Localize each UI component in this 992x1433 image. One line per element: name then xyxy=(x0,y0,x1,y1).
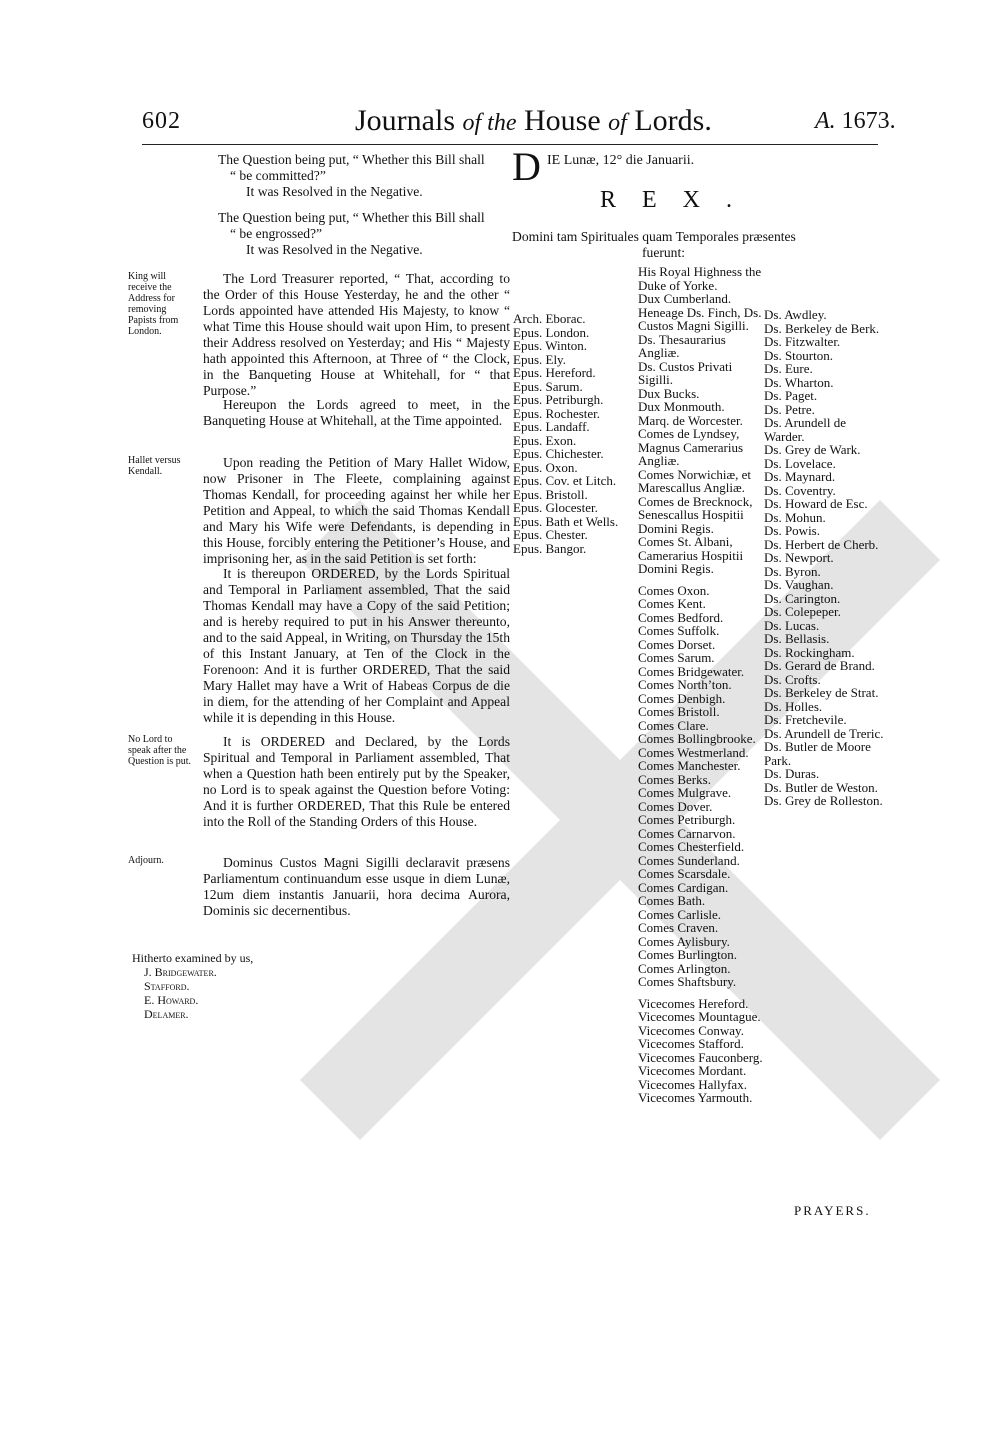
title-of-the: of the xyxy=(462,110,517,136)
earl-entry: Comes Suffolk. xyxy=(638,623,720,638)
viscount-entry: Vicecomes Hereford. xyxy=(638,995,749,1011)
bishop-entry: Epus. Bangor. xyxy=(513,540,587,556)
earl-entry: Comes Dorset. xyxy=(638,636,716,652)
baron-entry: Ds. Carington. xyxy=(764,590,841,606)
baron-entry: Ds. Holles. xyxy=(764,698,823,714)
baron-entry: Ds. Arundell de Warder. xyxy=(764,415,846,444)
earl-entry: Comes Shaftsbury. xyxy=(638,974,737,989)
paragraph-text: It is thereupon ORDERED, by the Lords Spiritual and Temporal in Parliament assembled, That the said Thomas Kendall may have a Copy of the said Petition; and is hereby required to put in his Answer thereunto, and to the said Appeal, in Writing, on Thursday the 15th of this Instant January, at Ten of the Clock in the Forenoon: And it is further ORDERED, That the said Mary Hallet may have a Writ of Habeas Corpus de die in diem, for the attending of her Complaint and Appeal while it is depending in this House. xyxy=(203,566,510,725)
baron-entry: Ds. Coventry. xyxy=(764,482,836,498)
examined-signatures xyxy=(132,951,253,1021)
baron-entry: Ds. Vaughan. xyxy=(764,577,834,592)
officer-entry: Comes Norwichiæ, et Marescallus Angliæ. xyxy=(638,466,752,495)
earl-entry: Comes Dover. xyxy=(638,798,713,814)
baron-entry: Ds. Berkeley de Berk. xyxy=(764,320,880,336)
bishop-entry: Epus. Chester. xyxy=(513,527,588,542)
bishop-entry: Epus. Rochester. xyxy=(513,405,601,421)
earl-entry: Comes Aylisbury. xyxy=(638,933,730,949)
margin-note-adjourn: Adjourn. xyxy=(128,855,164,866)
baron-entry: Ds. Maynard. xyxy=(764,469,836,484)
earl-entry: Comes Petriburgh. xyxy=(638,812,736,827)
rex-heading: REX. xyxy=(600,187,758,213)
paragraph-adjournment xyxy=(203,855,510,919)
bishop-entry: Arch. Eborac. xyxy=(513,311,586,326)
earl-entry: Comes Cardigan. xyxy=(638,879,729,895)
paragraph-hallet-petition xyxy=(203,455,510,567)
baron-entry: Ds. Newport. xyxy=(764,550,834,565)
baron-entry: Ds. Paget. xyxy=(764,388,818,403)
paragraph-text: It is ORDERED and Declared, by the Lords Spiritual and Temporal in Parliament assembled, That when a Question hath been entirely put by the Speaker, no Lord is to speak against the Question before Voting: And it is further ORDERED, That this Rule be entered into the Roll of the Standing Orders of this House. xyxy=(203,734,510,829)
baron-entry: Ds. Grey de Rolleston. xyxy=(764,793,883,808)
signatory: Delamer. xyxy=(144,1007,189,1021)
paragraph-text: Upon reading the Petition of Mary Hallet Widow, now Prisoner in The Fleete, complaining against Thomas Kendall, for proceeding against her while her Petition and Appeal, to which the said Thomas Kendall and Mary his Wife were Defendants, is depending in this House, forcibly entering the Petitioner’s House, and imprisoning her, as in the said Petition is set forth: xyxy=(203,455,510,566)
earl-entry: Comes Bristoll. xyxy=(638,704,720,719)
baron-entry: Ds. Wharton. xyxy=(764,374,834,390)
officer-entry: Dux Cumberland. xyxy=(638,291,732,306)
baron-entry: Ds. Lucas. xyxy=(764,617,820,633)
officers-earls-viscounts-list xyxy=(638,265,763,1105)
bishop-entry: Epus. Bristoll. xyxy=(513,486,588,502)
margin-note-no-lord-speak: No Lord to speak after the Question is put. xyxy=(128,734,192,767)
baron-entry: Ds. Butler de Moore Park. xyxy=(764,739,871,768)
paragraph-ordered-kendall xyxy=(203,566,510,726)
viscount-entry: Vicecomes Mordant. xyxy=(638,1063,747,1078)
drop-cap: D xyxy=(512,144,541,189)
bishop-entry: Epus. Hereford. xyxy=(513,365,596,380)
year-value: 1673. xyxy=(841,108,896,134)
question-result: It was Resolved in the Negative. xyxy=(246,242,423,257)
viscount-entry: Vicecomes Hallyfax. xyxy=(638,1076,747,1092)
question-line: The Question being put, “ Whether this Bill shall xyxy=(218,152,485,167)
baron-entry: Ds. Gerard de Brand. xyxy=(764,658,875,673)
earl-entry: Comes Manchester. xyxy=(638,758,741,773)
bishop-entry: Epus. Glocester. xyxy=(513,500,598,515)
paragraph-text: The Lord Treasurer reported, “ That, according to the Order of this House Yesterday, he and the other “ Lords appointed have attended His Majesty, to know “ what Time this House should wait upon Him, to present their Address resolved on Yesterday; and His “ Majesty hath appointed this Afternoon, at Three of “ the Clock, in the Banqueting House at Whitehall, for “ that Purpose.” xyxy=(203,271,510,398)
question-committed xyxy=(218,152,508,200)
question-line: The Question being put, “ Whether this Bill shall xyxy=(218,210,485,225)
earl-entry: Comes Kent. xyxy=(638,596,706,611)
earl-entry: Comes Sarum. xyxy=(638,650,715,665)
baron-entry: Ds. Rockingham. xyxy=(764,644,855,660)
bishop-entry: Epus. Exon. xyxy=(513,432,577,448)
earl-entry: Comes Westmerland. xyxy=(638,744,749,760)
domini-line: Domini tam Spirituales quam Temporales præsentes xyxy=(512,229,796,244)
title-of: of xyxy=(608,110,627,136)
officer-entry: Ds. Custos Privati Sigilli. xyxy=(638,358,733,387)
bishop-entry: Epus. Winton. xyxy=(513,338,587,353)
earl-entry: Comes Denbigh. xyxy=(638,690,726,706)
question-line: “ be engrossed?” xyxy=(230,226,323,241)
bishop-entry: Epus. Cov. et Litch. xyxy=(513,473,617,488)
bishop-entry: Epus. Sarum. xyxy=(513,378,583,394)
earl-entry: Comes Chesterfield. xyxy=(638,839,745,854)
earl-entry: Comes Bath. xyxy=(638,893,706,908)
officer-entry: Comes de Brecknock, Senescallus Hospitii Domini Regis. xyxy=(638,493,753,536)
baron-entry: Ds. Eure. xyxy=(764,361,813,376)
earl-entry: Comes Carlisle. xyxy=(638,906,722,922)
domini-present xyxy=(512,229,842,261)
earl-entry: Comes Scarsdale. xyxy=(638,866,731,881)
paragraph-banqueting-house xyxy=(203,397,510,429)
paragraph-treasurer-report xyxy=(203,271,510,399)
baron-entry: Ds. Awdley. xyxy=(764,307,827,322)
baron-entry: Ds. Fretchevile. xyxy=(764,712,847,727)
bishop-entry: Epus. Chichester. xyxy=(513,446,604,461)
barons-list xyxy=(764,308,889,808)
officer-entry: Marq. de Worcester. xyxy=(638,412,743,428)
baron-entry: Ds. Powis. xyxy=(764,523,820,538)
officer-entry: Dux Bucks. xyxy=(638,385,700,401)
baron-entry: Ds. Fitzwalter. xyxy=(764,334,841,349)
viscount-entry: Vicecomes Fauconberg. xyxy=(638,1049,763,1065)
question-result: It was Resolved in the Negative. xyxy=(246,184,423,199)
officer-entry: Heneage Ds. Finch, Ds. Custos Magni Sigilli. xyxy=(638,304,762,333)
bishop-entry: Epus. Bath et Wells. xyxy=(513,513,619,529)
header-rule xyxy=(142,144,878,145)
paragraph-text: Dominus Custos Magni Sigilli declaravit præsens Parliamentum continuandum esse usque in diem Lunæ, 12um diem instantis Januarii, hora decima Aurora, Dominis sic decernentibus. xyxy=(203,855,510,918)
officer-entry: Ds. Thesaurarius Angliæ. xyxy=(638,331,726,360)
examined-by: Hitherto examined by us, xyxy=(132,951,254,965)
baron-entry: Ds. Duras. xyxy=(764,766,820,781)
baron-entry: Ds. Bellasis. xyxy=(764,631,830,646)
baron-entry: Ds. Mohun. xyxy=(764,509,826,525)
earl-entry: Comes Arlington. xyxy=(638,960,731,976)
catchword: PRAYERS. xyxy=(794,1203,871,1218)
running-title xyxy=(355,104,712,138)
earl-entry: Comes Mulgrave. xyxy=(638,785,732,800)
earl-entry: Comes North’ton. xyxy=(638,677,732,692)
earl-entry: Comes Burlington. xyxy=(638,947,737,962)
bishops-list xyxy=(513,312,618,555)
signatory: J. Bridgewater. xyxy=(144,965,217,979)
baron-entry: Ds. Berkeley de Strat. xyxy=(764,685,879,700)
question-line: “ be committed?” xyxy=(230,168,326,183)
earl-entry: Comes Clare. xyxy=(638,717,709,733)
baron-entry: Ds. Colepeper. xyxy=(764,604,841,619)
page-number: 602 xyxy=(142,108,181,134)
paragraph-standing-order xyxy=(203,734,510,830)
bishop-entry: Epus. London. xyxy=(513,324,590,340)
viscount-entry: Vicecomes Conway. xyxy=(638,1022,744,1038)
bishop-entry: Epus. Landaff. xyxy=(513,419,590,434)
year xyxy=(815,108,896,135)
earl-entry: Comes Oxon. xyxy=(638,582,710,598)
bishop-entry: Epus. Ely. xyxy=(513,351,566,367)
earl-entry: Comes Sunderland. xyxy=(638,852,740,868)
earl-entry: Comes Bedford. xyxy=(638,609,724,625)
baron-entry: Ds. Arundell de Treric. xyxy=(764,725,884,741)
viscount-entry: Vicecomes Yarmouth. xyxy=(638,1090,753,1105)
viscount-entry: Vicecomes Mountague. xyxy=(638,1009,761,1024)
paragraph-text: Hereupon the Lords agreed to meet, in the Banqueting House at Whitehall, at the Time appointed. xyxy=(203,397,510,428)
year-prefix: A. xyxy=(815,108,836,134)
baron-entry: Ds. Petre. xyxy=(764,401,815,417)
baron-entry: Ds. Crofts. xyxy=(764,671,821,687)
baron-entry: Ds. Butler de Weston. xyxy=(764,779,878,795)
baron-entry: Ds. Byron. xyxy=(764,563,821,579)
earl-entry: Comes Bridgewater. xyxy=(638,663,745,679)
question-engrossed xyxy=(218,210,508,258)
domini-line: fuerunt: xyxy=(642,245,686,260)
baron-entry: Ds. Grey de Wark. xyxy=(764,442,861,457)
officer-entry: Comes St. Albani, Camerarius Hospitii Domini Regis. xyxy=(638,534,744,576)
session-date: IE Lunæ, 12° die Januarii. xyxy=(547,153,695,168)
baron-entry: Ds. Howard de Esc. xyxy=(764,496,868,511)
baron-entry: Ds. Herbert de Cherb. xyxy=(764,536,879,552)
title-word-lords: Lords. xyxy=(634,104,712,137)
officer-entry: Dux Monmouth. xyxy=(638,399,725,414)
signatory: E. Howard. xyxy=(144,993,199,1007)
officer-entry: Comes de Lyndsey, Magnus Camerarius Angliæ. xyxy=(638,426,744,468)
bishop-entry: Epus. Petriburgh. xyxy=(513,392,604,407)
officer-entry: His Royal Highness the Duke of Yorke. xyxy=(638,264,762,293)
earl-entry: Comes Carnarvon. xyxy=(638,825,736,841)
baron-entry: Ds. Stourton. xyxy=(764,347,833,363)
earl-entry: Comes Craven. xyxy=(638,920,719,935)
margin-note-hallet-kendall: Hallet versus Kendall. xyxy=(128,455,181,477)
baron-entry: Ds. Lovelace. xyxy=(764,455,836,471)
title-word-house: House xyxy=(524,104,601,137)
signatory: Stafford. xyxy=(144,979,190,993)
title-word-journals: Journals xyxy=(355,104,455,137)
earl-entry: Comes Bollingbrooke. xyxy=(638,731,756,746)
bishop-entry: Epus. Oxon. xyxy=(513,459,578,475)
margin-note-king-address: King will receive the Address for removing Papists from London. xyxy=(128,271,179,337)
earl-entry: Comes Berks. xyxy=(638,771,711,787)
viscount-entry: Vicecomes Stafford. xyxy=(638,1036,744,1051)
